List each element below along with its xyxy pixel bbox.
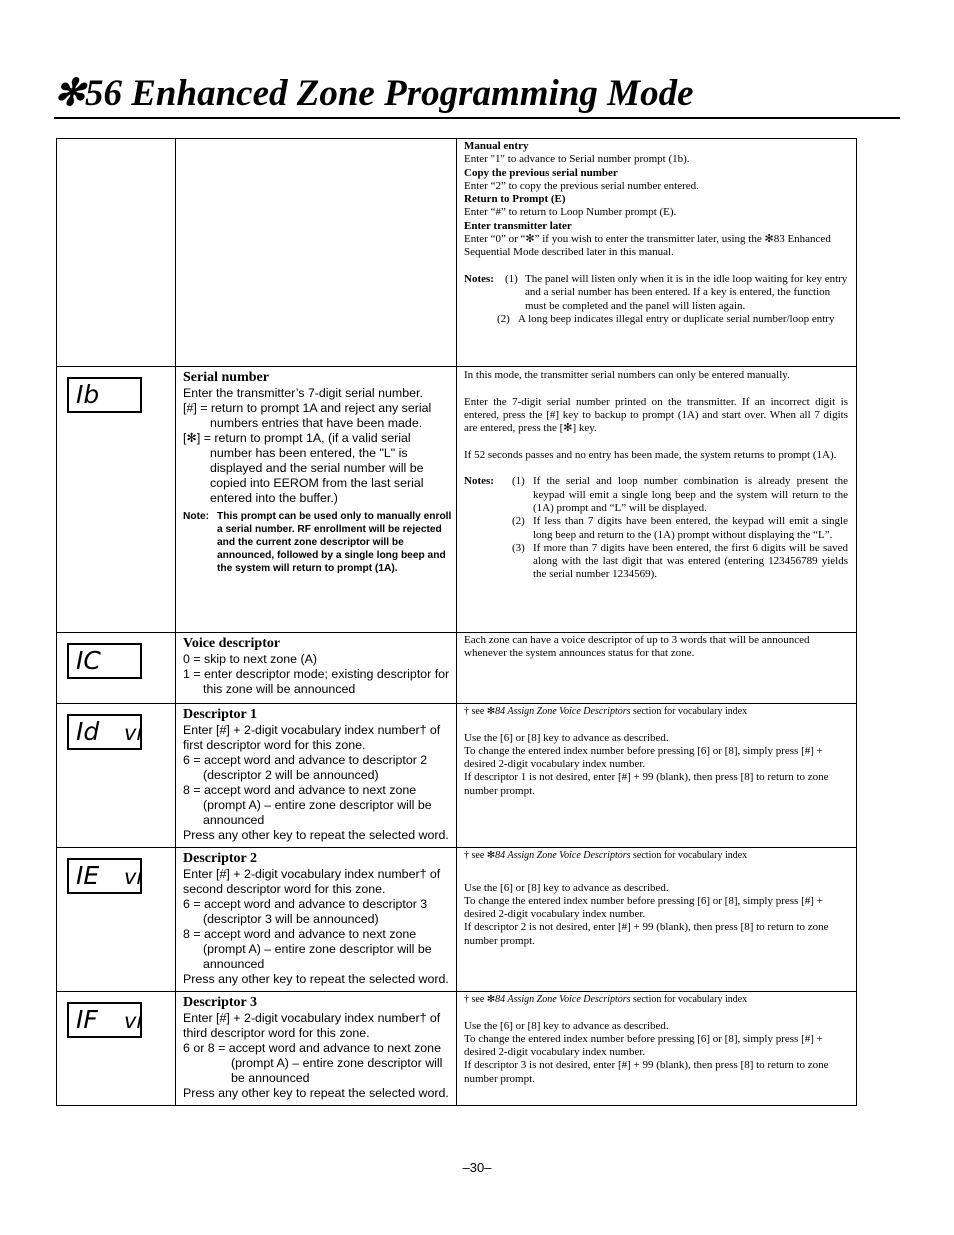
prompt-heading: Serial number bbox=[183, 370, 269, 385]
return-text: Enter “#” to return to Loop Number prompt (E). bbox=[464, 206, 677, 219]
display-cell bbox=[57, 992, 176, 1106]
prompt-heading: Descriptor 1 bbox=[183, 707, 257, 722]
later-text: Enter “0” or “✻” if you wish to enter the transmitter later, using the ✻83 Enhanced Sequential Mode described later in this manual. bbox=[464, 233, 831, 259]
explanation-paragraph: If descriptor 3 is not desired, enter [#] + 99 (blank), then press [8] to return to zone number prompt. bbox=[464, 1059, 829, 1085]
note-3 bbox=[512, 542, 848, 582]
prompt-heading: Descriptor 2 bbox=[183, 851, 257, 866]
keypad-display bbox=[67, 858, 142, 894]
note-1 bbox=[464, 273, 848, 313]
display-cell bbox=[57, 367, 176, 633]
table-row-continuation bbox=[57, 139, 857, 367]
table-row-descriptor-3 bbox=[57, 992, 857, 1106]
table-row-serial-number bbox=[57, 367, 857, 633]
vocabulary-reference bbox=[464, 849, 848, 862]
reference-prefix: † see ✻ bbox=[464, 994, 496, 1005]
copy-text: Enter “2” to copy the previous serial number entered. bbox=[464, 179, 699, 192]
explanation-paragraph: To change the entered index number before pressing [6] or [8], simply press [#] + desired 2-digit vocabulary index number. bbox=[464, 1032, 823, 1059]
prompt-cell bbox=[176, 633, 457, 704]
explanation-paragraph: Use the [6] or [8] key to advance as described. bbox=[464, 731, 669, 744]
display-suffix: vi bbox=[124, 1009, 143, 1033]
prompt-line: 6 or 8 = accept word and advance to next zone (prompt A) – entire zone descriptor will be announced bbox=[183, 1041, 443, 1085]
explanation-cell bbox=[457, 992, 857, 1106]
explanation-cell bbox=[457, 633, 857, 704]
note-2 bbox=[512, 515, 848, 542]
note-text: This prompt can be used only to manually enroll a serial number. RF enrollment will be rejected and the current zone descriptor will be announced, followed by a single long beep and the system will return to prompt (1A). bbox=[217, 511, 452, 574]
note-1 bbox=[464, 475, 848, 515]
reference-prefix: † see ✻ bbox=[464, 706, 496, 717]
table-row-descriptor-1 bbox=[57, 704, 857, 848]
prompt-heading: Voice descriptor bbox=[183, 636, 281, 651]
reference-suffix: section for vocabulary index bbox=[630, 850, 748, 861]
table-row-descriptor-2 bbox=[57, 848, 857, 992]
prompt-line: [#] = return to prompt 1A and reject any serial numbers entries that have been made. bbox=[183, 401, 432, 430]
copy-heading: Copy the previous serial number bbox=[464, 166, 618, 179]
display-cell bbox=[57, 139, 176, 367]
prompt-line: 6 = accept word and advance to descriptor 3 (descriptor 3 will be announced) bbox=[183, 897, 428, 926]
explanation-cell bbox=[457, 704, 857, 848]
explanation-paragraph: Use the [6] or [8] key to advance as described. bbox=[464, 1019, 669, 1032]
display-cell bbox=[57, 704, 176, 848]
display-cell bbox=[57, 633, 176, 704]
note-number: (2) bbox=[497, 312, 510, 325]
page-title: ✻56 Enhanced Zone Programming Mode bbox=[54, 73, 694, 114]
note-text: If more than 7 digits have been entered, the first 6 digits will be saved along with the last digit that was entered (entering 123456789 yields the serial number 1234569). bbox=[533, 541, 848, 581]
explanation-paragraph: If 52 seconds passes and no entry has been made, the system returns to prompt (1A). bbox=[464, 448, 837, 461]
manual-entry-heading: Manual entry bbox=[464, 140, 529, 152]
notes-label: Notes: bbox=[464, 475, 494, 488]
keypad-display bbox=[67, 377, 142, 413]
prompt-cell bbox=[176, 704, 457, 848]
note-text: If less than 7 digits have been entered, the keypad will emit a single long beep and return to the (1A) prompt without displaying the “L”. bbox=[533, 515, 848, 541]
table-row-voice-descriptor bbox=[57, 633, 857, 704]
page-number: –30– bbox=[462, 1160, 492, 1175]
note-label: Note: bbox=[183, 511, 210, 522]
display-code: Ib bbox=[76, 380, 100, 409]
prompt-line: Press any other key to repeat the selected word. bbox=[183, 972, 449, 986]
note-2 bbox=[497, 313, 848, 326]
programming-table bbox=[56, 138, 857, 1106]
display-suffix: vi bbox=[124, 721, 143, 745]
explanation-paragraph: If descriptor 1 is not desired, enter [#] + 99 (blank), then press [8] to return to zone number prompt. bbox=[464, 771, 829, 797]
prompt-cell bbox=[176, 848, 457, 992]
later-heading: Enter transmitter later bbox=[464, 219, 572, 232]
display-code: IC bbox=[76, 646, 101, 675]
keypad-display bbox=[67, 714, 142, 750]
display-code: IF bbox=[76, 1005, 98, 1034]
display-suffix: vi bbox=[124, 865, 143, 889]
prompt-line: Enter [#] + 2-digit vocabulary index number† of third descriptor word for this zone. bbox=[183, 1011, 441, 1040]
prompt-line: 1 = enter descriptor mode; existing descriptor for this zone will be announced bbox=[183, 667, 450, 696]
prompt-cell bbox=[176, 367, 457, 633]
notes-label: Notes: bbox=[464, 272, 494, 285]
prompt-line: Press any other key to repeat the selected word. bbox=[183, 828, 449, 842]
explanation-cell bbox=[457, 848, 857, 992]
prompt-line: 6 = accept word and advance to descriptor 2 (descriptor 2 will be announced) bbox=[183, 753, 428, 782]
reference-suffix: section for vocabulary index bbox=[630, 994, 748, 1005]
reference-prefix: † see ✻ bbox=[464, 850, 496, 861]
reference-section: 84 Assign Zone Voice Descriptors bbox=[495, 706, 631, 717]
prompt-heading: Descriptor 3 bbox=[183, 995, 257, 1010]
explanation-paragraph: Use the [6] or [8] key to advance as described. bbox=[464, 881, 669, 894]
explanation-paragraph: To change the entered index number before pressing [6] or [8], simply press [#] + desired 2-digit vocabulary index number. bbox=[464, 744, 823, 771]
prompt-line: 0 = skip to next zone (A) bbox=[183, 652, 317, 666]
explanation-paragraph: Each zone can have a voice descriptor of up to 3 words that will be announced whenever the system announces status for that zone. bbox=[464, 634, 810, 660]
prompt-cell bbox=[176, 139, 457, 367]
note-number: (2) bbox=[512, 515, 525, 528]
explanation-cell bbox=[457, 367, 857, 633]
vocabulary-reference bbox=[464, 993, 848, 1006]
reference-suffix: section for vocabulary index bbox=[630, 706, 748, 717]
note-number: (1) bbox=[512, 475, 525, 488]
note-number: (1) bbox=[505, 272, 518, 285]
prompt-line: Enter [#] + 2-digit vocabulary index number† of first descriptor word for this zone. bbox=[183, 723, 441, 752]
explanation-paragraph: If descriptor 2 is not desired, enter [#] + 99 (blank), then press [8] to return to zone number prompt. bbox=[464, 921, 829, 947]
explanation-paragraph: To change the entered index number before pressing [6] or [8], simply press [#] + desired 2-digit vocabulary index number. bbox=[464, 894, 823, 921]
display-cell bbox=[57, 848, 176, 992]
keypad-display bbox=[67, 643, 142, 679]
vocabulary-reference bbox=[464, 705, 848, 718]
explanation-paragraph: Enter the 7-digit serial number printed on the transmitter. If an incorrect digit is entered, press the [#] key to backup to prompt (1A) and start over. When all 7 digits are entered, press the [✻] key. bbox=[464, 395, 848, 435]
prompt-line: Enter the transmitter’s 7-digit serial number. bbox=[183, 386, 423, 400]
prompt-line: 8 = accept word and advance to next zone (prompt A) – entire zone descriptor will be announced bbox=[183, 927, 432, 971]
explanation-paragraph: In this mode, the transmitter serial numbers can only be entered manually. bbox=[464, 369, 790, 381]
keypad-display bbox=[67, 1002, 142, 1038]
prompt-cell bbox=[176, 992, 457, 1106]
reference-section: 84 Assign Zone Voice Descriptors bbox=[495, 994, 631, 1005]
prompt-line: Enter [#] + 2-digit vocabulary index number† of second descriptor word for this zone. bbox=[183, 867, 441, 896]
explanation-cell bbox=[457, 139, 857, 367]
note-text: If the serial and loop number combination is already present the keypad will emit a single long beep and the system will return to the (1A) prompt and “L” will be displayed. bbox=[533, 475, 848, 514]
display-code: IE bbox=[76, 861, 100, 890]
prompt-line: 8 = accept word and advance to next zone (prompt A) – entire zone descriptor will be announced bbox=[183, 783, 432, 827]
reference-section: 84 Assign Zone Voice Descriptors bbox=[495, 850, 631, 861]
prompt-note bbox=[183, 510, 453, 575]
prompt-line: Press any other key to repeat the selected word. bbox=[183, 1086, 449, 1100]
note-number: (3) bbox=[512, 541, 525, 554]
title-rule bbox=[54, 117, 900, 119]
return-heading: Return to Prompt (E) bbox=[464, 193, 566, 206]
note-text: The panel will listen only when it is in the idle loop waiting for key entry and a serial number has been entered. If a key is entered, the function must be completed and the panel will listen again. bbox=[525, 272, 848, 312]
display-code: Id bbox=[76, 717, 100, 746]
prompt-line: [✻] = return to prompt 1A, (if a valid serial number has been entered, the "L" is displayed and the serial number will be copied into EEROM from the last serial entered into the buffer.) bbox=[183, 431, 424, 505]
manual-entry-text: Enter "1" to advance to Serial number prompt (1b). bbox=[464, 153, 690, 166]
note-text: A long beep indicates illegal entry or duplicate serial number/loop entry bbox=[518, 312, 835, 325]
